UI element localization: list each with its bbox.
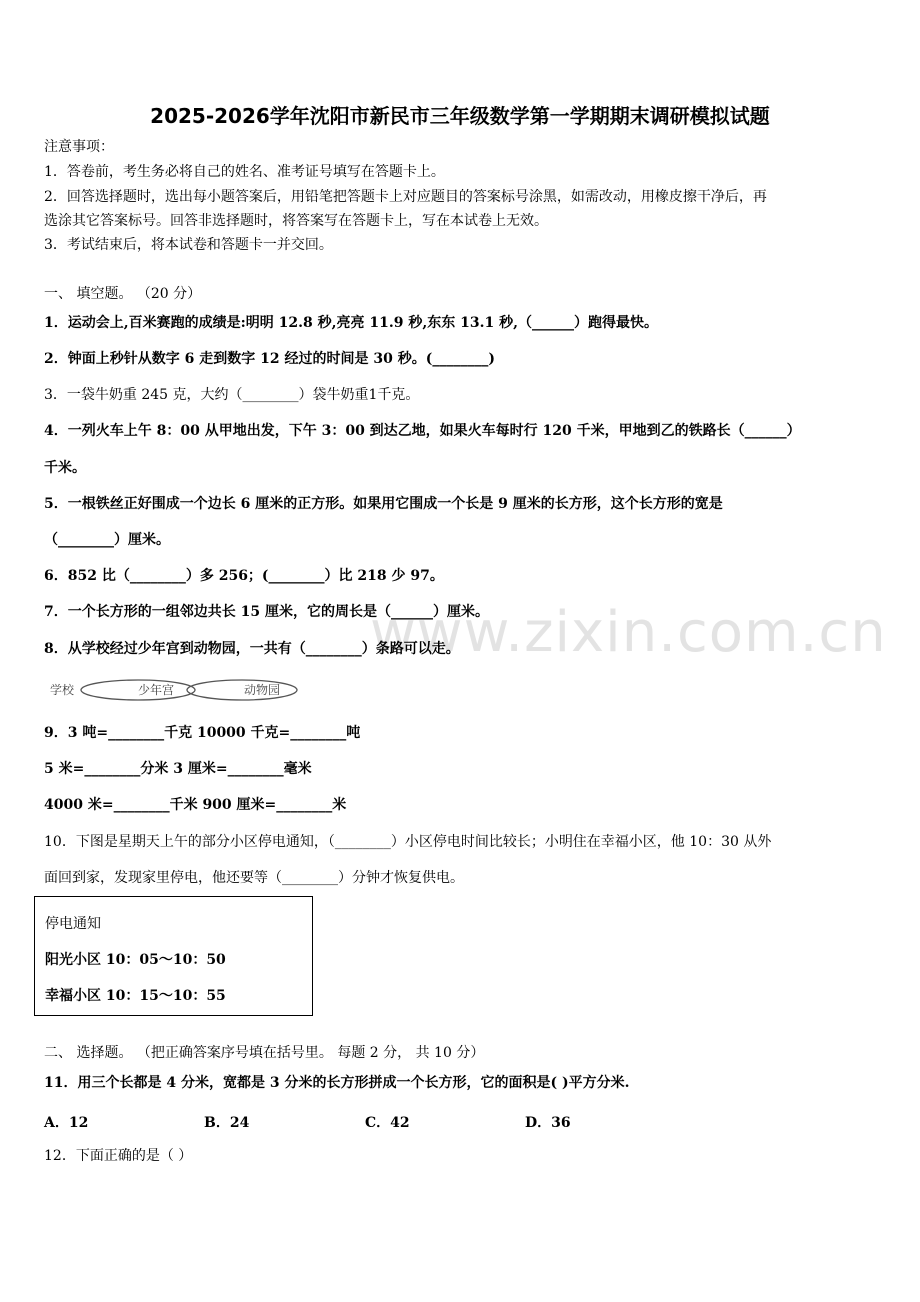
note-item: 2．回答选择题时，选出每小题答案后，用铅笔把答题卡上对应题目的答案标号涂黑，如需改动，用橡皮擦干净后，再 <box>44 189 767 205</box>
question-6: 6．852 比（________）多 256；(________）比 218 少 97。 <box>44 568 444 584</box>
note-item: 选涂其它答案标号。回答非选择题时，将答案写在答题卡上，写在本试卷上无效。 <box>44 213 548 229</box>
page-title: 2025-2026学年沈阳市新民市三年级数学第一学期期末调研模拟试题 <box>150 104 770 128</box>
notice-line-yangguang: 阳光小区 10：05～10：50 <box>45 952 226 968</box>
question-10: 10．下图是星期天上午的部分小区停电通知，（________）小区停电时间比较长；小明住在幸福小区，他 10：30 从外 <box>44 834 772 850</box>
question-7: 7．一个长方形的一组邻边共长 15 厘米，它的周长是（______）厘米。 <box>44 604 489 620</box>
question-1: 1．运动会上,百米赛跑的成绩是:明明 12.8 秒,亮亮 11.9 秒,东东 13.1 秒,（______）跑得最快。 <box>44 315 658 331</box>
question-4-cont: 千米。 <box>44 460 86 476</box>
question-10-cont: 面回到家，发现家里停电，他还要等（________）分钟才恢复供电。 <box>44 870 464 886</box>
section2-heading: 二、 选择题。 （把正确答案序号填在括号里。 每题 2 分， 共 10 分） <box>44 1045 485 1061</box>
question-4: 4．一列火车上午 8：00 从甲地出发，下午 3：00 到达乙地，如果火车每时行 120 千米，甲地到乙的铁路长（______） <box>44 423 801 439</box>
question-12: 12．下面正确的是（ ） <box>44 1148 193 1164</box>
option-d: D．36 <box>525 1115 571 1131</box>
question-9-row3: 4000 米=________千米 900 厘米=________米 <box>44 797 347 813</box>
question-5-cont: （________）厘米。 <box>44 532 170 548</box>
route-path-2 <box>187 680 297 700</box>
notes-heading: 注意事项： <box>44 139 114 155</box>
notice-line-xingfu: 幸福小区 10：15～10：55 <box>45 988 226 1004</box>
question-8: 8．从学校经过少年宫到动物园，一共有（________）条路可以走。 <box>44 641 460 657</box>
option-c: C．42 <box>365 1115 410 1131</box>
power-outage-notice <box>34 896 313 1016</box>
watermark: www.zixin.com.cn <box>370 600 887 665</box>
note-item: 3．考试结束后，将本试卷和答题卡一并交回。 <box>44 237 333 253</box>
question-5: 5．一根铁丝正好围成一个边长 6 厘米的正方形。如果用它围成一个长是 9 厘米的长方形，这个长方形的宽是 <box>44 496 723 512</box>
section1-heading: 一、 填空题。 （20 分） <box>44 286 202 302</box>
route-label-zoo: 动物园 <box>244 683 281 697</box>
notice-title: 停电通知 <box>45 916 101 932</box>
question-11: 11．用三个长都是 4 分米，宽都是 3 分米的长方形拼成一个长方形，它的面积是( )平方分米. <box>44 1075 630 1091</box>
route-label-youth-palace: 少年宫 <box>138 683 175 697</box>
question-2: 2．钟面上秒针从数字 6 走到数字 12 经过的时间是 30 秒。(________) <box>44 351 495 367</box>
question-3: 3．一袋牛奶重 245 克，大约（________）袋牛奶重1千克。 <box>44 387 420 403</box>
question-9-row2: 5 米=________分米 3 厘米=________毫米 <box>44 761 312 777</box>
route-diagram <box>46 676 306 706</box>
route-label-school: 学校 <box>50 683 75 697</box>
question-9-row1: 9．3 吨=________千克 10000 千克=________吨 <box>44 725 361 741</box>
note-item: 1．答卷前，考生务必将自己的姓名、准考证号填写在答题卡上。 <box>44 164 445 180</box>
option-a: A．12 <box>44 1115 89 1131</box>
option-b: B．24 <box>204 1115 250 1131</box>
